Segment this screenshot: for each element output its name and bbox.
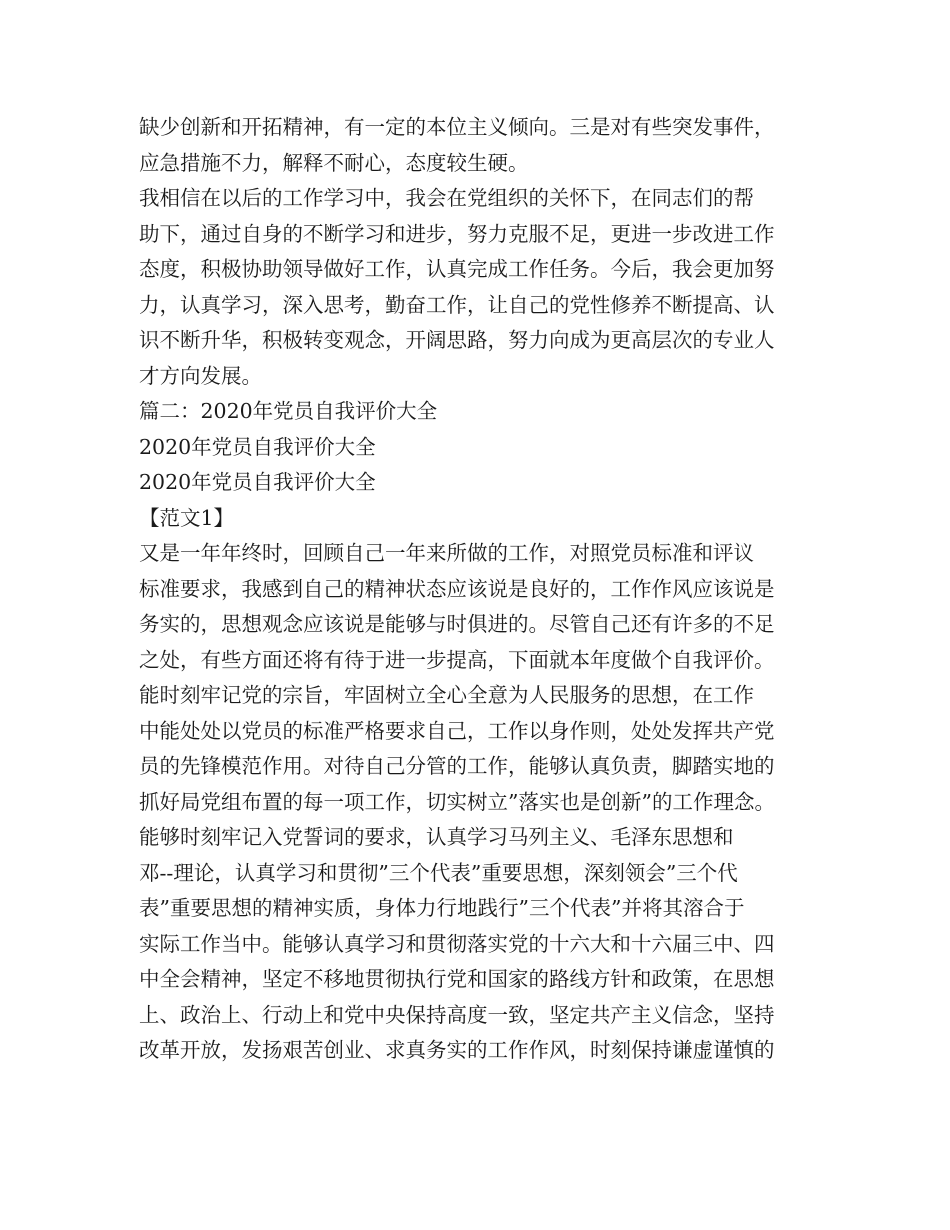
text-line: 实际工作当中。能够认真学习和贯彻落实党的十六大和十六届三中、四 — [139, 931, 775, 956]
text-line: 改革开放，发扬艰苦创业、求真务实的工作作风，时刻保持谦虚谨慎的 — [139, 1038, 775, 1062]
text-line: 力，认真学习，深入思考，勤奋工作，让自己的党性修养不断提高、认 — [139, 292, 775, 317]
text-line: 应急措施不力，解释不耐心，态度较生硬。 — [139, 150, 529, 175]
text-line: 表”重要思想的精神实质，身体力行地践行”三个代表”并将其溶合于 — [139, 896, 745, 920]
text-line: 中能处处以党员的标准严格要求自己，工作以身作则，处处发挥共产党 — [139, 718, 775, 743]
text-line: 才方向发展。 — [139, 363, 262, 388]
text-line: 态度，积极协助领导做好工作，认真完成工作任务。今后，我会更加努 — [139, 257, 775, 281]
paragraph-start-line: 能时刻牢记党的宗旨，牢固树立全心全意为人民服务的思想，在工作 — [139, 683, 754, 707]
text-line: 邓--理论，认真学习和贯彻”三个代表”重要思想，深刻领会”三个代 — [139, 860, 738, 885]
paragraph-start-line: 能够时刻牢记入党誓词的要求，认真学习马列主义、毛泽东思想和 — [139, 825, 734, 849]
paragraph-start-line: 又是一年年终时，回顾自己一年来所做的工作，对照党员标准和评议 — [139, 541, 754, 565]
text-line: 员的先锋模范作用。对待自己分管的工作，能够认真负责，脚踏实地的 — [139, 754, 775, 778]
text-line: 之处，有些方面还将有待于进一步提高，下面就本年度做个自我评价。 — [139, 647, 775, 672]
text-line: 抓好局党组布置的每一项工作，切实树立”落实也是创新”的工作理念。 — [139, 789, 775, 814]
sample-label: 【范文1】 — [139, 505, 235, 530]
section-heading: 篇二：2020年党员自我评价大全 — [139, 399, 438, 423]
text-line: 务实的，思想观念应该说是能够与时俱进的。尽管自己还有许多的不足 — [139, 612, 775, 636]
document-body — [139, 110, 839, 1069]
text-line: 中全会精神，坚定不移地贯彻执行党和国家的路线方针和政策，在思想 — [139, 967, 775, 991]
text-line: 助下，通过自身的不断学习和进步，努力克服不足，更进一步改进工作 — [139, 221, 775, 246]
text-line: 识不断升华，积极转变观念，开阔思路，努力向成为更高层次的专业人 — [139, 328, 775, 352]
text-line: 上、政治上、行动上和党中央保持高度一致，坚定共产主义信念，坚持 — [139, 1002, 775, 1027]
text-line: 缺少创新和开拓精神，有一定的本位主义倾向。三是对有些突发事件， — [139, 115, 775, 139]
text-line: 标准要求，我感到自己的精神状态应该说是良好的，工作作风应该说是 — [139, 576, 775, 601]
document-title: 2020年党员自我评价大全 — [139, 434, 376, 459]
paragraph-start-line: 我相信在以后的工作学习中，我会在党组织的关怀下，在同志们的帮 — [139, 186, 754, 210]
document-subtitle: 2020年党员自我评价大全 — [139, 470, 376, 494]
